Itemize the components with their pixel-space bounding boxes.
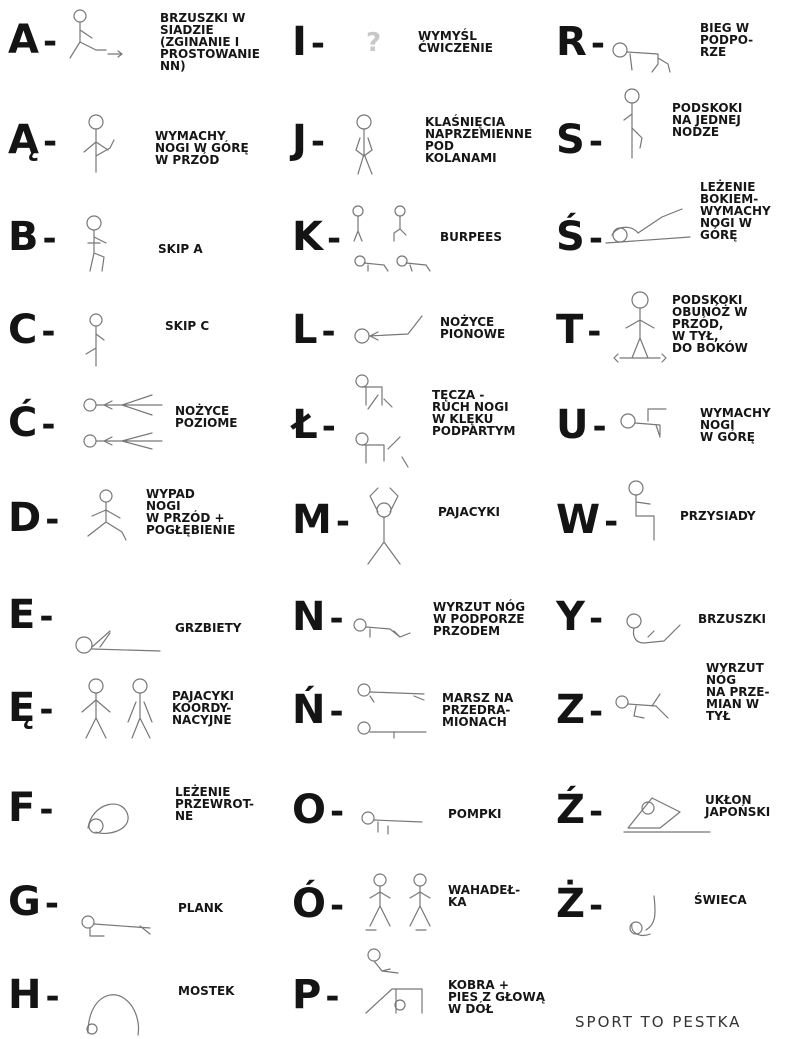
description-line: PIONOWE — [440, 327, 506, 341]
description-line: RZE — [700, 45, 727, 59]
letter-dash: - — [321, 407, 336, 447]
description-line: NÓG — [706, 673, 737, 687]
description-line: BURPEES — [440, 230, 502, 244]
exercise-description — [146, 488, 235, 536]
exercise-description — [700, 407, 771, 443]
letter-text: Ź — [556, 787, 586, 833]
letter-text: Ó — [292, 881, 327, 927]
description-line: RUCH NOGI — [432, 400, 509, 414]
exercise-letter-28 — [556, 594, 604, 640]
letter-dash: - — [590, 24, 605, 64]
exercise-description — [425, 116, 532, 164]
exercise-letter-5 — [8, 495, 60, 541]
description-line: WYMACHY — [155, 129, 226, 143]
description-line: PRZEDRA- — [442, 703, 511, 717]
exercise-figure-icon — [82, 395, 172, 461]
exercise-letter-19 — [292, 787, 345, 833]
letter-text: Ś — [556, 214, 585, 260]
description-line: POMPKI — [448, 807, 502, 821]
description-line: NOŻYCE — [440, 315, 495, 329]
letter-dash: - — [41, 312, 56, 352]
letter-dash: - — [335, 502, 350, 542]
letter-text: A — [8, 17, 39, 63]
letter-dash: - — [45, 977, 60, 1017]
description-line: PAJACYKI — [438, 505, 500, 519]
description-line: WYMYŚL — [418, 29, 477, 43]
description-line: PRZÓD, — [672, 317, 724, 331]
letter-dash: - — [588, 122, 603, 162]
letter-text: Ń — [292, 687, 326, 733]
description-line: PODPO- — [700, 33, 754, 47]
exercise-letter-18 — [292, 687, 344, 733]
letter-text: Ż — [556, 881, 586, 927]
letter-dash: - — [327, 219, 342, 259]
description-line: NACYJNE — [172, 713, 232, 727]
letter-dash: - — [592, 407, 607, 447]
exercise-description — [438, 506, 500, 518]
exercise-figure-icon — [350, 605, 420, 649]
description-line: BIEG W — [700, 21, 750, 35]
description-line: KOBRA + — [448, 978, 509, 992]
exercise-letter-1 — [8, 117, 58, 163]
description-line: POZIOME — [175, 416, 238, 430]
exercise-letter-25 — [556, 307, 602, 353]
letter-text: D — [8, 495, 42, 541]
exercise-figure-icon — [84, 983, 144, 1039]
exercise-letter-16 — [292, 497, 350, 543]
letter-text: Ć — [8, 400, 38, 446]
description-line: W KLĘKU — [432, 412, 494, 426]
letter-text: H — [8, 972, 42, 1018]
description-line: PRZYSIADY — [680, 509, 756, 523]
letter-dash: - — [604, 502, 619, 542]
exercise-letter-20 — [292, 881, 345, 927]
letter-text: R — [556, 19, 587, 65]
description-line: POD — [425, 139, 454, 153]
exercise-description — [440, 316, 505, 340]
letter-dash: - — [321, 312, 336, 352]
letter-dash: - — [330, 886, 345, 926]
exercise-description — [705, 794, 770, 818]
description-line: (ZGINANIE I — [160, 35, 240, 49]
exercise-description — [418, 30, 493, 54]
exercise-letter-12 — [292, 117, 326, 163]
letter-dash: - — [39, 690, 54, 730]
exercise-letter-4 — [8, 400, 56, 446]
exercise-letter-21 — [292, 972, 340, 1018]
exercise-figure-icon — [80, 896, 160, 942]
description-line: WYMACHY — [700, 204, 771, 218]
description-line: NA JEDNEJ — [672, 113, 741, 127]
letter-dash: - — [588, 219, 603, 259]
description-line: PAJACYKI — [172, 689, 234, 703]
letter-text: I — [292, 19, 307, 65]
letter-dash: - — [42, 219, 57, 259]
description-line: NOGI — [700, 418, 735, 432]
description-line: TĘCZA - — [432, 388, 485, 402]
exercise-figure-icon — [610, 34, 680, 78]
letter-dash: - — [587, 312, 602, 352]
letter-dash: - — [325, 977, 340, 1017]
letter-text: O — [292, 787, 327, 833]
letter-text: J — [292, 117, 307, 163]
exercise-figure-icon — [354, 680, 434, 744]
exercise-figure-icon — [348, 205, 436, 281]
exercise-letter-24 — [556, 214, 603, 260]
description-line: W PRZÓD — [155, 153, 220, 167]
exercise-figure-icon — [362, 874, 442, 940]
exercise-description — [432, 389, 515, 437]
description-line: MARSZ NA — [442, 691, 514, 705]
exercise-description — [175, 786, 254, 822]
exercise-letter-9 — [8, 879, 59, 925]
description-line: W PRZÓD + — [146, 511, 225, 525]
exercise-figure-icon — [348, 312, 432, 352]
letter-dash: - — [39, 790, 54, 830]
letter-dash: - — [588, 599, 604, 639]
description-line: LEŻENIE — [175, 785, 231, 799]
letter-text: Y — [556, 594, 585, 640]
question-mark-icon: ? — [366, 28, 382, 58]
exercise-figure-icon — [82, 310, 114, 374]
exercise-figure-icon — [626, 894, 666, 944]
exercise-letter-2 — [8, 214, 57, 260]
exercise-letter-11 — [292, 19, 326, 65]
description-line: WYRZUT — [706, 661, 764, 675]
letter-dash: - — [44, 884, 59, 924]
exercise-letter-15 — [292, 402, 336, 448]
description-line: NOGI W — [700, 216, 752, 230]
footer-brand: SPORT TO PESTKA — [575, 1013, 742, 1031]
exercise-description — [172, 690, 234, 726]
description-line: PROSTOWANIE — [160, 47, 260, 61]
description-line: OBUNÓŻ W — [672, 305, 748, 319]
exercise-letter-7 — [8, 685, 54, 731]
exercise-description — [700, 181, 771, 241]
description-line: KOLANAMI — [425, 151, 497, 165]
exercise-description — [440, 231, 502, 243]
exercise-figure-icon — [356, 488, 412, 574]
description-line: W TYŁ, — [672, 329, 719, 343]
exercise-figure-icon — [82, 488, 138, 546]
description-line: NOŻYCE — [175, 404, 230, 418]
exercise-figure-icon — [618, 407, 680, 451]
description-line: WYPAD — [146, 487, 195, 501]
exercise-figure-icon — [80, 112, 128, 182]
letter-dash: - — [589, 886, 604, 926]
letter-text: F — [8, 785, 36, 831]
exercise-letter-23 — [556, 117, 603, 163]
description-line: WYMACHY — [700, 406, 771, 420]
exercise-description — [178, 902, 223, 914]
exercise-letter-22 — [556, 19, 605, 65]
letter-text: W — [556, 497, 601, 543]
exercise-figure-icon — [612, 292, 672, 368]
letter-dash: - — [329, 692, 344, 732]
description-line: KLAŚNIĘCIA — [425, 115, 506, 129]
exercise-letter-3 — [8, 307, 56, 353]
exercise-letter-27 — [556, 497, 619, 543]
description-line: SKIP A — [158, 242, 203, 256]
exercise-figure-icon — [348, 375, 412, 471]
description-line: NOGI W GÓRĘ — [155, 141, 249, 155]
letter-dash: - — [42, 122, 58, 162]
description-line: SIADZIE — [160, 23, 214, 37]
exercise-description — [158, 243, 203, 255]
exercise-figure-icon — [62, 8, 142, 68]
letter-text: N — [292, 594, 326, 640]
description-line: LEŻENIE — [700, 180, 756, 194]
letter-text: P — [292, 972, 322, 1018]
exercise-figure-icon — [80, 213, 120, 281]
description-line: TYŁ — [706, 709, 731, 723]
description-line: DO BOKÓW — [672, 341, 748, 355]
description-line: BRZUSZKI — [698, 612, 766, 626]
exercise-figure-icon — [362, 947, 432, 1025]
letter-text: K — [292, 214, 323, 260]
letter-text: E — [8, 592, 36, 638]
exercise-description — [155, 130, 249, 166]
description-line: PRZODEM — [433, 624, 501, 638]
exercise-description — [175, 405, 238, 429]
exercise-letter-30 — [556, 787, 604, 833]
letter-dash: - — [310, 122, 326, 162]
letter-dash: - — [39, 597, 54, 637]
exercise-figure-icon — [620, 88, 656, 168]
letter-text: G — [8, 879, 41, 925]
description-line: W PODPORZE — [433, 612, 525, 626]
description-line: BRZUSZKI W — [160, 11, 246, 25]
letter-dash: - — [41, 405, 56, 445]
letter-dash: - — [42, 22, 58, 62]
exercise-letter-10 — [8, 972, 60, 1018]
description-line: POGŁĘBIENIE — [146, 523, 236, 537]
exercise-figure-icon — [624, 603, 688, 651]
letter-dash: - — [589, 692, 604, 732]
description-line: BOKIEM- — [700, 192, 759, 206]
exercise-description — [448, 979, 545, 1015]
description-line: PODSKOKI — [672, 293, 743, 307]
exercise-description — [433, 601, 525, 637]
description-line: WYRZUT NÓG — [433, 600, 526, 614]
exercise-description — [672, 102, 742, 138]
description-line: WAHADEŁ- — [448, 883, 521, 897]
exercise-figure-icon — [612, 684, 682, 728]
letter-text: T — [556, 307, 584, 353]
exercise-figure-icon — [602, 205, 696, 257]
description-line: MIAN W — [706, 697, 760, 711]
description-line: UKŁON — [705, 793, 752, 807]
description-line: KOORDY- — [172, 701, 232, 715]
exercise-description — [700, 22, 753, 58]
exercise-letter-8 — [8, 785, 54, 831]
letter-text: C — [8, 307, 38, 353]
exercise-letter-26 — [556, 402, 607, 448]
letter-dash: - — [329, 599, 344, 639]
exercise-figure-icon — [350, 114, 386, 182]
description-line: GÓRĘ — [700, 228, 738, 242]
exercise-description — [160, 12, 260, 72]
exercise-description — [698, 613, 766, 625]
description-line: SKIP C — [165, 319, 210, 333]
exercise-letter-6 — [8, 592, 54, 638]
description-line: NOGI — [146, 499, 181, 513]
exercise-letter-13 — [292, 214, 342, 260]
exercise-figure-icon — [70, 611, 170, 661]
description-line: PIES Z GŁOWĄ — [448, 990, 546, 1004]
exercise-description — [448, 884, 520, 908]
letter-dash: - — [589, 792, 604, 832]
letter-text: Ą — [8, 117, 39, 163]
exercise-letter-31 — [556, 881, 604, 927]
description-line: PODPARTYM — [432, 424, 516, 438]
description-line: PODSKOKI — [672, 101, 743, 115]
description-line: NA PRZE- — [706, 685, 770, 699]
description-line: NAPRZEMIENNE — [425, 127, 533, 141]
description-line: NODZE — [672, 125, 720, 139]
letter-text: Ł — [292, 402, 318, 448]
description-line: PRZEWROT- — [175, 797, 255, 811]
description-line: W DÓŁ — [448, 1002, 494, 1016]
description-line: NE — [175, 809, 194, 823]
exercise-description — [165, 320, 209, 332]
description-line: ĆWICZENIE — [418, 41, 493, 55]
exercise-description — [442, 692, 513, 728]
exercise-description — [680, 510, 756, 522]
exercise-description — [178, 985, 234, 997]
letter-text: L — [292, 307, 318, 353]
letter-text: Z — [556, 687, 586, 733]
description-line: JAPOŃSKI — [705, 805, 771, 819]
exercise-figure-icon — [358, 798, 428, 842]
description-line: PLANK — [178, 901, 224, 915]
exercise-letter-14 — [292, 307, 336, 353]
exercise-description — [448, 808, 502, 820]
exercise-figure-icon — [78, 678, 168, 758]
letter-dash: - — [330, 792, 345, 832]
description-line: MIONACH — [442, 715, 507, 729]
exercise-letter-17 — [292, 594, 344, 640]
exercise-description — [672, 294, 748, 354]
letter-text: B — [8, 214, 39, 260]
exercise-letter-29 — [556, 687, 604, 733]
exercise-figure-icon — [620, 784, 714, 838]
exercise-figure-icon — [84, 792, 136, 842]
exercise-description — [694, 894, 747, 906]
description-line: ŚWIECA — [694, 893, 747, 907]
exercise-description — [706, 662, 769, 722]
letter-text: S — [556, 117, 585, 163]
description-line: NN) — [160, 59, 186, 73]
letter-dash: - — [310, 24, 326, 64]
letter-text: Ę — [8, 685, 36, 731]
letter-text: U — [556, 402, 589, 448]
description-line: MOSTEK — [178, 984, 235, 998]
letter-text: M — [292, 497, 332, 543]
exercise-letter-0 — [8, 17, 58, 63]
description-line: KA — [448, 895, 467, 909]
description-line: GRZBIETY — [175, 621, 242, 635]
exercise-figure-icon — [620, 480, 676, 546]
letter-dash: - — [45, 500, 60, 540]
description-line: W GÓRĘ — [700, 430, 755, 444]
exercise-description — [175, 622, 241, 634]
